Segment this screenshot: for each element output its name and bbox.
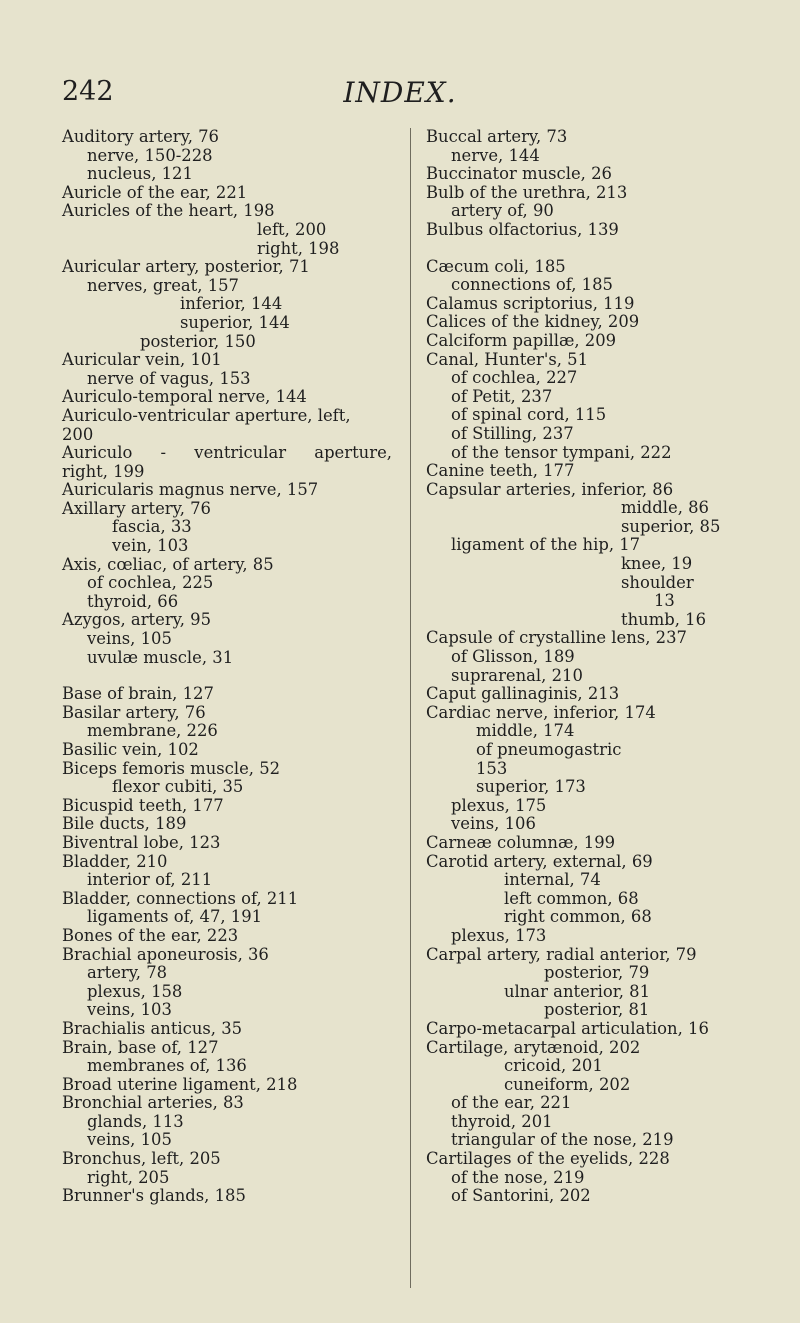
index-entry: Calices of the kidney, 209	[426, 312, 640, 332]
index-entry: Canine teeth, 177	[426, 461, 575, 481]
index-entry: inferior, 144	[180, 294, 283, 314]
index-entry: right, 198	[257, 238, 340, 258]
index-entry: glands, 113	[87, 1111, 184, 1131]
index-entry: Auricular artery, posterior, 71	[62, 257, 310, 277]
index-entry: Bladder, connections of, 211	[62, 888, 299, 908]
index-entry: shoulder	[621, 572, 694, 592]
index-entry: Carpo-metacarpal articulation, 16	[426, 1018, 709, 1038]
index-entry: nerve of vagus, 153	[87, 368, 251, 388]
index-entry: thyroid, 201	[451, 1111, 553, 1131]
index-entry: 153	[476, 758, 508, 778]
index-entry: posterior, 150	[140, 331, 256, 351]
index-entry: Carneæ columnæ, 199	[426, 832, 616, 852]
index-entry: Canal, Hunter's, 51	[426, 349, 589, 369]
index-entry: Biceps femoris muscle, 52	[62, 758, 281, 778]
index-entry: membrane, 226	[87, 721, 218, 741]
index-entry: Bicuspid teeth, 177	[62, 795, 224, 815]
column-divider	[410, 128, 411, 1288]
index-entry: ulnar anterior, 81	[504, 981, 651, 1001]
index-entry: Auditory artery, 76	[62, 127, 219, 146]
index-entry: of Santorini, 202	[451, 1186, 591, 1206]
index-entry: Auriculo-ventricular aperture, left,	[62, 405, 351, 425]
index-entry: internal, 74	[504, 870, 601, 890]
index-entry: nerves, great, 157	[87, 275, 239, 295]
index-entry: 13	[654, 591, 675, 611]
index-entry: Basilar artery, 76	[62, 702, 206, 722]
index-entry: Auriculo-temporal nerve, 144	[62, 387, 307, 407]
index-entry: of the tensor tympani, 222	[451, 442, 672, 462]
index-entry: Biventral lobe, 123	[62, 832, 221, 852]
index-entry: middle, 86	[621, 498, 709, 518]
index-entry: nerve, 144	[451, 145, 540, 165]
index-entry: Auricularis magnus nerve, 157	[62, 480, 319, 500]
index-entry: uvulæ muscle, 31	[87, 647, 234, 667]
index-entry: Axillary artery, 76	[62, 498, 211, 518]
index-entry: Calciform papillæ, 209	[426, 330, 617, 350]
index-entry: of Petit, 237	[451, 386, 553, 406]
index-entry: Bladder, 210	[62, 851, 168, 871]
index-entry: Bronchial arteries, 83	[62, 1093, 244, 1113]
index-entry: posterior, 79	[544, 963, 650, 983]
index-entry: of the nose, 219	[451, 1167, 585, 1187]
index-entry: Bones of the ear, 223	[62, 925, 239, 945]
index-entry: cuneiform, 202	[504, 1074, 631, 1094]
index-entry: veins, 105	[87, 1130, 172, 1150]
index-entry: Bronchus, left, 205	[62, 1149, 221, 1169]
index-entry: Bulb of the urethra, 213	[426, 182, 628, 202]
index-entry: Capsular arteries, inferior, 86	[426, 479, 674, 499]
index-entry: Caput gallinaginis, 213	[426, 684, 620, 704]
index-entry: veins, 106	[451, 814, 536, 834]
index-entry: Auriculo - ventricular aperture,	[62, 443, 392, 463]
index-entry: Basilic vein, 102	[62, 740, 199, 759]
index-entry: Azygos, artery, 95	[62, 610, 212, 630]
index-entry: Buccal artery, 73	[426, 127, 568, 146]
index-entry: of Stilling, 237	[451, 423, 574, 443]
index-column-left	[62, 128, 392, 1206]
index-entry: thyroid, 66	[87, 591, 179, 611]
index-entry: left common, 68	[504, 888, 639, 908]
index-entry: superior, 85	[621, 516, 721, 536]
index-entry: Auricle of the ear, 221	[62, 182, 248, 202]
index-entry: plexus, 173	[451, 925, 547, 945]
index-entry: of cochlea, 227	[451, 368, 578, 388]
index-entry: Brain, base of, 127	[62, 1037, 219, 1057]
index-entry: of cochlea, 225	[87, 573, 214, 593]
index-entry: Cartilage, arytænoid, 202	[426, 1037, 641, 1057]
index-entry: connections of, 185	[451, 275, 613, 295]
index-entry: of spinal cord, 115	[451, 405, 607, 425]
page-header	[0, 76, 800, 116]
index-entry: thumb, 16	[621, 609, 707, 629]
index-entry: 200	[62, 424, 94, 444]
index-entry: Brunner's glands, 185	[62, 1186, 246, 1206]
index-entry: of pneumogastric	[476, 740, 622, 759]
index-entry: Auricular vein, 101	[62, 350, 222, 370]
index-entry: artery, 78	[87, 963, 168, 983]
index-entry: Brachial aponeurosis, 36	[62, 944, 269, 964]
index-entry: right, 199	[62, 461, 145, 481]
index-entry: plexus, 158	[87, 981, 183, 1001]
index-entry: nerve, 150-228	[87, 145, 213, 165]
index-entry: right, 205	[87, 1167, 170, 1187]
index-entry: artery of, 90	[451, 201, 554, 221]
index-entry: ligament of the hip, 17	[451, 535, 641, 555]
index-entry: membranes of, 136	[87, 1056, 247, 1076]
index-entry: knee, 19	[621, 554, 693, 574]
index-entry: of the ear, 221	[451, 1093, 572, 1113]
index-entry: superior, 144	[180, 312, 290, 332]
page-number: 242	[62, 76, 114, 107]
index-entry: nucleus, 121	[87, 164, 193, 184]
index-entry: Capsule of crystalline lens, 237	[426, 628, 687, 648]
index-entry: Cæcum coli, 185	[426, 256, 566, 276]
index-entry: flexor cubiti, 35	[112, 777, 244, 797]
index-entry: middle, 174	[476, 721, 575, 741]
index-entry: Brachialis anticus, 35	[62, 1018, 243, 1038]
index-entry: Cardiac nerve, inferior, 174	[426, 702, 656, 722]
index-entry: suprarenal, 210	[451, 665, 583, 685]
index-entry: Axis, cœliac, of artery, 85	[62, 554, 274, 574]
index-entry: Calamus scriptorius, 119	[426, 293, 635, 313]
index-entry: vein, 103	[112, 536, 189, 556]
index-column-right	[426, 128, 756, 1206]
index-entry: fascia, 33	[112, 517, 192, 537]
index-entry: Carotid artery, external, 69	[426, 851, 653, 871]
index-entry: Buccinator muscle, 26	[426, 164, 612, 184]
index-entry: plexus, 175	[451, 795, 547, 815]
index-entry: interior of, 211	[87, 870, 213, 890]
index-entry: veins, 103	[87, 1000, 172, 1020]
index-entry: superior, 173	[476, 777, 586, 797]
index-entry: Broad uterine ligament, 218	[62, 1074, 298, 1094]
index-entry: posterior, 81	[544, 1000, 650, 1020]
index-entry: right common, 68	[504, 907, 652, 927]
index-entry: Bulbus olfactorius, 139	[426, 219, 619, 239]
index-entry: Auricles of the heart, 198	[62, 201, 275, 221]
index-entry: Cartilages of the eyelids, 228	[426, 1149, 670, 1169]
index-entry: left, 200	[257, 219, 327, 239]
index-entry: ligaments of, 47, 191	[87, 907, 263, 927]
index-entry: cricoid, 201	[504, 1056, 603, 1076]
index-entry: Base of brain, 127	[62, 684, 214, 704]
index-entry: triangular of the nose, 219	[451, 1130, 674, 1150]
index-entry: Carpal artery, radial anterior, 79	[426, 944, 697, 964]
index-entry: veins, 105	[87, 629, 172, 649]
index-entry: Bile ducts, 189	[62, 814, 187, 834]
index-entry: of Glisson, 189	[451, 647, 575, 667]
page-title: INDEX.	[343, 76, 457, 109]
